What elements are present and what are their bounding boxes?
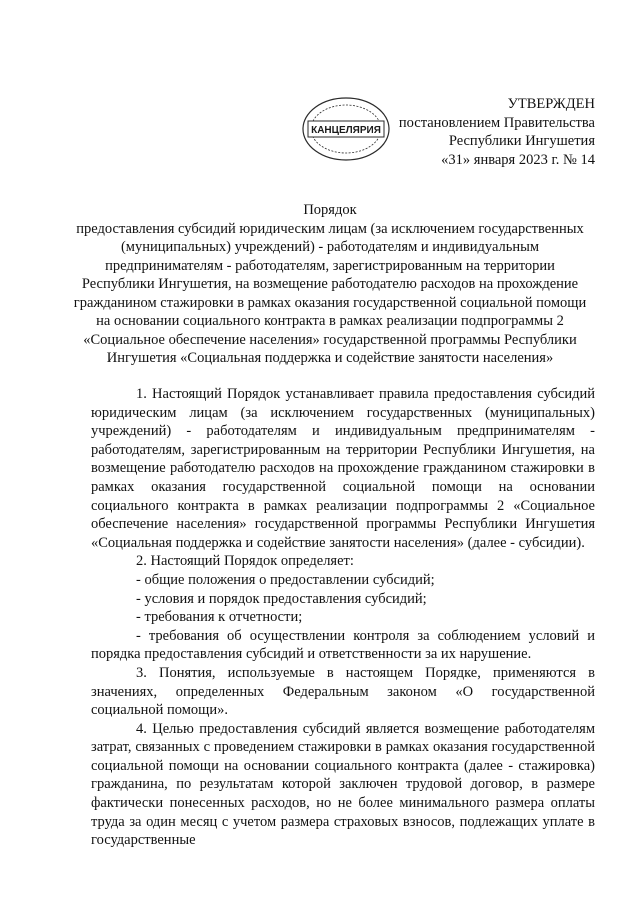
list-item-4: - требования об осуществлении контроля за соблюдением условий и порядка предоставления субсидий и ответственности за их нарушение. <box>91 627 595 663</box>
chancellery-stamp <box>300 95 392 163</box>
document-body <box>91 385 595 870</box>
approval-line-approved: УТВЕРЖДЕН <box>507 96 595 112</box>
paragraph-4: 4. Целью предоставления субсидий является возмещение работодателям затрат, связанных с проведением стажировки в рамках оказания государственной социальной помощи на основании социального контракта (далее - стажировка) гражданина, по результатам которой заключен трудовой договор, в размере фактически понесенных расходов, но не более минимального размера оплаты труда за один месяц с учетом размера страховых взносов, подлежащих уплате в государственные <box>91 720 595 849</box>
approval-line-date: «31» января 2023 г. № 14 <box>441 151 595 168</box>
svg-text:КАНЦЕЛЯРИЯ: КАНЦЕЛЯРИЯ <box>311 125 381 136</box>
list-item-1: - общие положения о предоставлении субсидий; <box>136 571 435 588</box>
approval-line-resolution: постановлением Правительства <box>398 114 595 131</box>
title-heading: Порядок <box>303 202 357 218</box>
approval-block <box>399 95 595 169</box>
list-item-3: - требования к отчетности; <box>136 609 303 626</box>
paragraph-2: 2. Настоящий Порядок определяет: <box>136 553 354 570</box>
document-title <box>70 201 590 368</box>
paragraph-1: 1. Настоящий Порядок устанавливает правила предоставления субсидий юридическим лицам (за исключением государственных (муниципальных) учреждений) - работодателям и индивидуальным предпринимателям - работодателям, зарегистрированным на территории Республики Ингушетия, на возмещение работодателю расходов на прохождение гражданином стажировки в рамках оказания государственной социальной помощи на основании социального контракта в рамках реализации подпрограммы 2 «Социальное обеспечение населения» государственной программы Республики Ингушетия «Социальная поддержка и содействие занятости населения» (далее - субсидии). <box>91 386 595 551</box>
title-text: предоставления субсидий юридическим лицам (за исключением государственных (муниципальных) учреждений) - работодателям и индивидуальным предпринимателям - работодателям, зарегистрированным на территории Республики Ингушетия, на возмещение работодателю расходов на прохождение гражданином стажировки в рамках оказания государственной социальной помощи на основании социального контракта в рамках реализации подпрограммы 2 «Социальное обеспечение населения» государственной программы Республики Ингушетия «Социальная поддержка и содействие занятости населения» <box>73 220 587 366</box>
paragraph-3: 3. Понятия, используемые в настоящем Порядке, применяются в значениях, определенных Федеральным законом «О государственной социальной помощи». <box>91 664 595 719</box>
approval-line-republic: Республики Ингушетия <box>448 133 595 149</box>
list-item-2: - условия и порядок предоставления субсидий; <box>136 590 427 607</box>
